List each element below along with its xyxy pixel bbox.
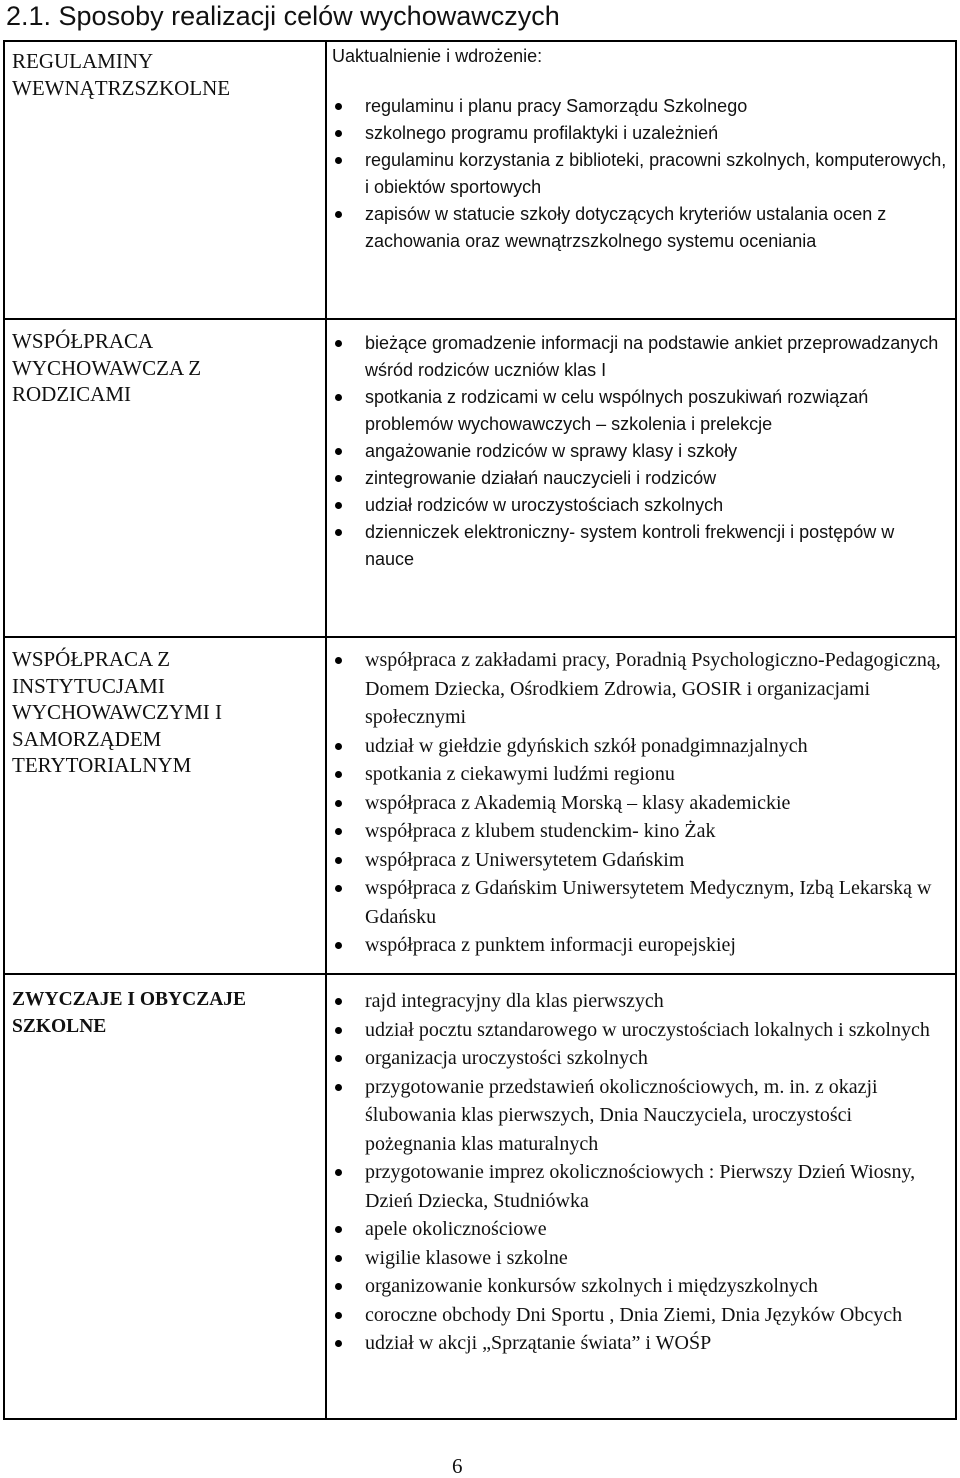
list-item: udział w akcji „Sprzątanie świata” i WOŚP bbox=[327, 1329, 947, 1358]
list-item: apele okolicznościowe bbox=[327, 1215, 947, 1244]
list-item: współpraca z Gdańskim Uniwersytetem Medycznym, Izbą Lekarską w Gdańsku bbox=[327, 874, 947, 931]
list-item: współpraca z Akademią Morską – klasy akademickie bbox=[327, 789, 947, 818]
list-item: bieżące gromadzenie informacji na podstawie ankiet przeprowadzanych wśród rodziców uczniów klas I bbox=[327, 330, 947, 384]
list-item: szkolnego programu profilaktyki i uzależnień bbox=[327, 120, 947, 147]
content-cell bbox=[326, 974, 956, 1419]
list-item: organizacja uroczystości szkolnych bbox=[327, 1044, 947, 1073]
list-item: regulaminu i planu pracy Samorządu Szkolnego bbox=[327, 93, 947, 120]
list-item: udział pocztu sztandarowego w uroczystościach lokalnych i szkolnych bbox=[327, 1016, 947, 1045]
table-row-customs bbox=[4, 974, 956, 1419]
list-item: udział w giełdzie gdyńskich szkół ponadgimnazjalnych bbox=[327, 732, 947, 761]
list-item: współpraca z Uniwersytetem Gdańskim bbox=[327, 846, 947, 875]
item-list-parents bbox=[327, 330, 955, 573]
list-item: spotkania z ciekawymi ludźmi regionu bbox=[327, 760, 947, 789]
page-number: 6 bbox=[452, 1454, 463, 1478]
section-label-institutions: WSPÓŁPRACA Z INSTYTUCJAMI WYCHOWAWCZYMI I SAMORZĄDEM TERYTORIALNYM bbox=[12, 647, 223, 777]
section-label-regulations: REGULAMINY WEWNĄTRZSZKOLNE bbox=[12, 49, 231, 100]
list-item: spotkania z rodzicami w celu wspólnych poszukiwań rozwiązań problemów wychowawczych – szkolenia i prelekcje bbox=[327, 384, 947, 438]
table-row-regulations bbox=[4, 41, 956, 319]
table-row-institutions bbox=[4, 637, 956, 974]
list-item: organizowanie konkursów szkolnych i międzyszkolnych bbox=[327, 1272, 947, 1301]
list-item: przygotowanie imprez okolicznościowych : Pierwszy Dzień Wiosny, Dzień Dziecka, Studniówka bbox=[327, 1158, 947, 1215]
list-item: współpraca z klubem studenckim- kino Żak bbox=[327, 817, 947, 846]
list-item: coroczne obchody Dni Sportu , Dnia Ziemi, Dnia Języków Obcych bbox=[327, 1301, 947, 1330]
item-list-regulations bbox=[327, 93, 955, 255]
list-item: współpraca z zakładami pracy, Poradnią Psychologiczno-Pedagogiczną, Domem Dziecka, Ośrodkiem Zdrowia, GOSIR i organizacjami społecznymi bbox=[327, 646, 947, 732]
list-item: angażowanie rodziców w sprawy klasy i szkoły bbox=[327, 438, 947, 465]
list-item: wigilie klasowe i szkolne bbox=[327, 1244, 947, 1273]
methods-table bbox=[3, 40, 957, 1420]
label-cell bbox=[4, 974, 326, 1419]
label-cell bbox=[4, 319, 326, 637]
list-item: regulaminu korzystania z biblioteki, pracowni szkolnych, komputerowych, i obiektów sportowych bbox=[327, 147, 947, 201]
label-cell bbox=[4, 637, 326, 974]
label-cell bbox=[4, 41, 326, 319]
content-cell bbox=[326, 41, 956, 319]
item-list-institutions bbox=[327, 646, 955, 960]
content-cell bbox=[326, 319, 956, 637]
list-item: udział rodziców w uroczystościach szkolnych bbox=[327, 492, 947, 519]
list-item: rajd integracyjny dla klas pierwszych bbox=[327, 987, 947, 1016]
table-row-parents bbox=[4, 319, 956, 637]
section-label-customs: ZWYCZAJE I OBYCZAJE SZKOLNE bbox=[12, 989, 247, 1037]
section-intro: Uaktualnienie i wdrożenie: bbox=[332, 46, 543, 66]
list-item: zapisów w statucie szkoły dotyczących kryteriów ustalania ocen z zachowania oraz wewnątrzszkolnego systemu oceniania bbox=[327, 201, 947, 255]
list-item: zintegrowanie działań nauczycieli i rodziców bbox=[327, 465, 947, 492]
item-list-customs bbox=[327, 987, 955, 1358]
page-title: 2.1. Sposoby realizacji celów wychowawczych bbox=[6, 1, 560, 31]
list-item: przygotowanie przedstawień okolicznościowych, m. in. z okazji ślubowania klas pierwszych, Dnia Nauczyciela, uroczystości pożegnania klas maturalnych bbox=[327, 1073, 947, 1159]
content-cell bbox=[326, 637, 956, 974]
list-item: dzienniczek elektroniczny- system kontroli frekwencji i postępów w nauce bbox=[327, 519, 947, 573]
section-label-parents: WSPÓŁPRACA WYCHOWAWCZA Z RODZICAMI bbox=[12, 329, 202, 406]
list-item: współpraca z punktem informacji europejskiej bbox=[327, 931, 947, 960]
